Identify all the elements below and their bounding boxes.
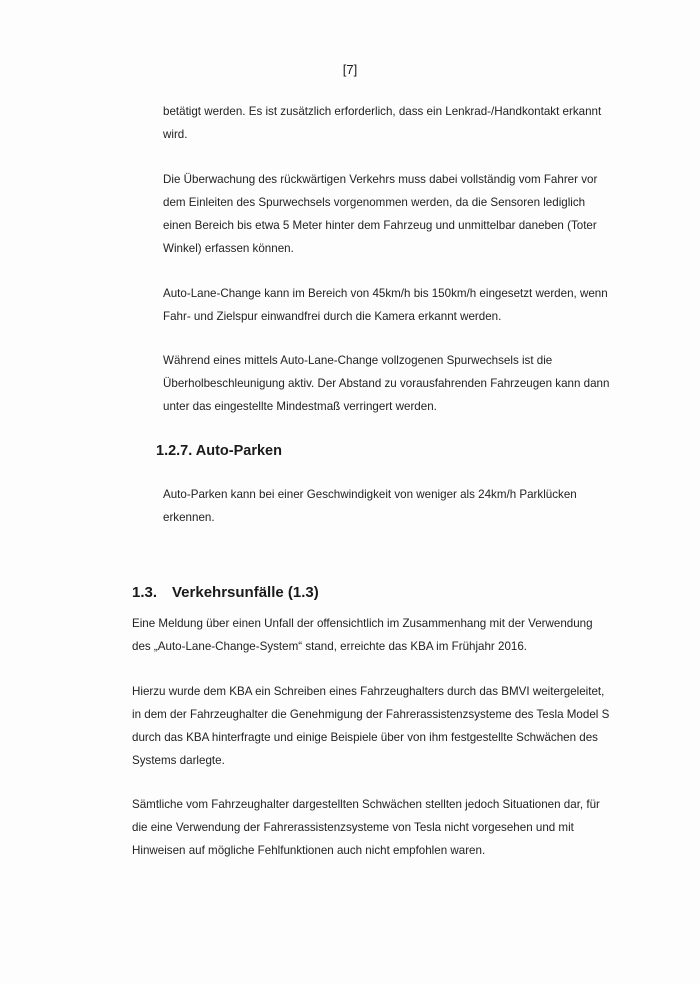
paragraph: Während eines mittels Auto-Lane-Change vollzogenen Spurwechsels ist die Überholbeschleunigung aktiv. Der Abstand zu vorausfahrenden Fahrzeugen kann dann unter das eingestellte Mindestmaß verringert werden. — [163, 354, 610, 413]
section-title: Verkehrsunfälle (1.3) — [172, 584, 319, 601]
paragraph: betätigt werden. Es ist zusätzlich erforderlich, dass ein Lenkrad-/Handkontakt erkannt wird. — [163, 105, 602, 141]
paragraph: Die Überwachung des rückwärtigen Verkehrs muss dabei vollständig vom Fahrer vor dem Einleiten des Spurwechsels vorgenommen werden, da die Sensoren lediglich einen Bereich bis etwa 5 Meter hinter dem Fahrzeug und unmittelbar daneben (Toter Winkel) erfassen können. — [163, 173, 598, 255]
section-number: 1.3. — [132, 584, 158, 601]
paragraph: Auto-Parken kann bei einer Geschwindigkeit von weniger als 24km/h Parklücken erkennen. — [163, 488, 577, 524]
paragraph: Auto-Lane-Change kann im Bereich von 45km/h bis 150km/h eingesetzt werden, wenn Fahr- und Zielspur einwandfrei durch die Kamera erkannt werden. — [163, 287, 608, 323]
section-heading-auto-parken: 1.2.7. Auto-Parken — [156, 443, 282, 459]
paragraph: Eine Meldung über einen Unfall der offensichtlich im Zusammenhang mit der Verwendung des „Auto-Lane-Change-System“ stand, erreichte das KBA im Frühjahr 2016. — [132, 617, 593, 653]
paragraph: Sämtliche vom Fahrzeughalter dargestellten Schwächen stellten jedoch Situationen dar, für die eine Verwendung der Fahrerassistenzsysteme von Tesla nicht vorgesehen und mit Hinweisen auf mögliche Fehlfunktionen auch nicht empfohlen waren. — [132, 798, 600, 857]
paragraph: Hierzu wurde dem KBA ein Schreiben eines Fahrzeughalters durch das BMVI weitergeleitet, in dem der Fahrzeughalter die Genehmigung der Fahrerassistenzsysteme des Tesla Model S durch das KBA hinterfragte und einige Beispiele über von ihm festgestellte Schwächen des Systems darlegte. — [132, 685, 610, 767]
section-heading-verkehrsunfaelle — [132, 584, 319, 601]
page-number: [7] — [342, 62, 358, 77]
